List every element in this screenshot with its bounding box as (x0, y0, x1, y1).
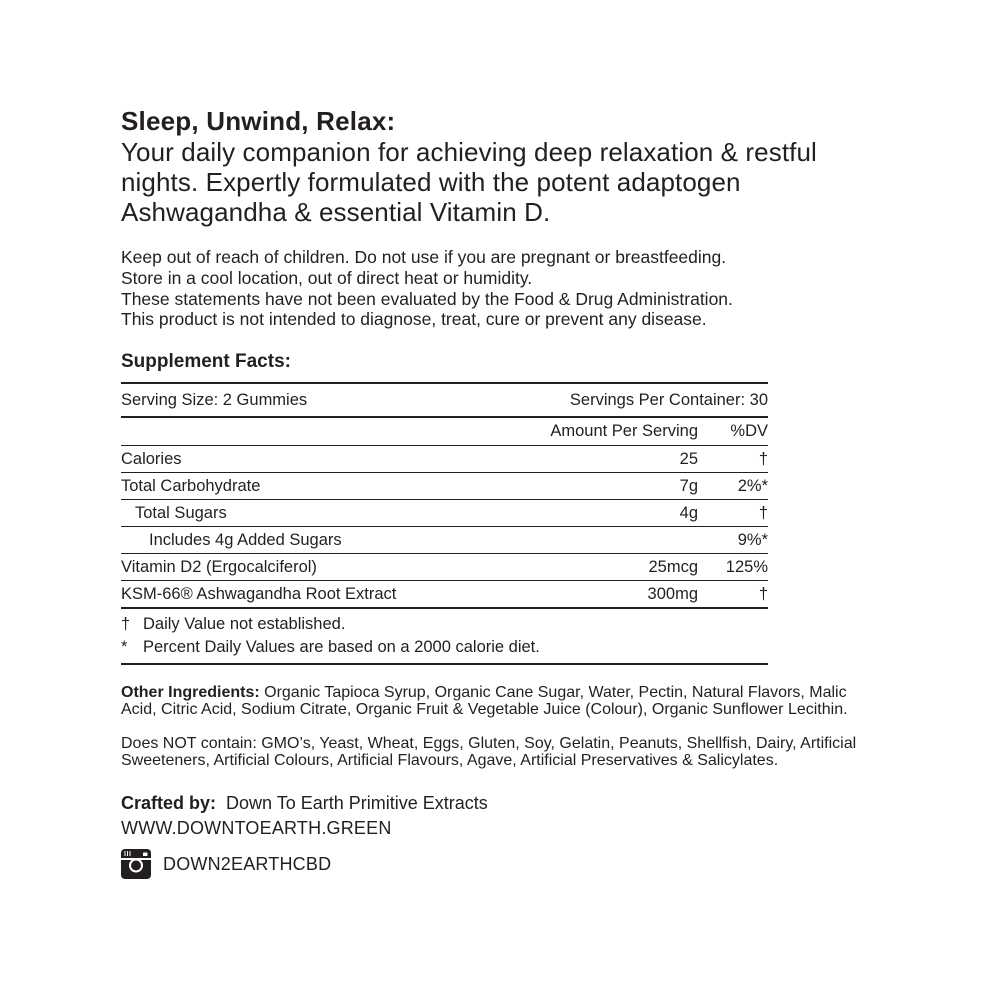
supplement-facts-title: Supplement Facts: (121, 351, 291, 373)
maker-name: Down To Earth Primitive Extracts (216, 793, 488, 814)
nutrient-dv: † (758, 503, 768, 522)
nutrient-name: Calories (121, 449, 182, 468)
servings-per-container: Servings Per Container: 30 (569, 390, 768, 409)
warning-line: Keep out of reach of children. Do not use if you are pregnant or breastfeeding. (121, 247, 727, 267)
headline: Sleep, Unwind, Relax: (121, 106, 396, 136)
nutrient-amount: 300mg (647, 584, 698, 603)
ingredients-label: Other Ingredients: (121, 684, 260, 702)
label-content (121, 106, 901, 879)
footnote (121, 636, 768, 659)
table-row (121, 500, 768, 526)
nutrient-dv: 125% (725, 557, 768, 576)
nutrient-name: Total Carbohydrate (121, 476, 261, 495)
table-row (121, 554, 768, 580)
serving-row (121, 384, 768, 416)
nutrient-name: Includes 4g Added Sugars (149, 530, 342, 549)
warnings (121, 247, 901, 330)
nutrient-name: KSM-66® Ashwagandha Root Extract (121, 584, 397, 603)
dv-column-header: %DV (730, 422, 768, 441)
nutrient-dv: 2%* (737, 476, 768, 495)
footnote (121, 613, 768, 636)
crafted-label: Crafted by: (121, 793, 217, 814)
footnote-symbol: † (121, 615, 131, 634)
divider (121, 663, 768, 665)
ingredients-text: Organic Tapioca Syrup, Organic Cane Sugar, Water, Pectin, Natural Flavors, Malic Acid, Citric Acid, Sodium Citrate, Organic Fruit & Vegetable Juice (Colour), Organic Sunflower Lecithin. (121, 684, 848, 718)
amount-column-header: Amount Per Serving (550, 422, 698, 441)
footnote-symbol: * (121, 638, 128, 657)
nutrient-dv: 9%* (737, 530, 768, 549)
warning-line: Store in a cool location, out of direct heat or humidity. (121, 267, 533, 288)
nutrient-name: Vitamin D2 (Ergocalciferol) (121, 557, 317, 576)
nutrient-dv: † (758, 449, 768, 468)
nutrient-amount: 25 (679, 449, 698, 468)
warning-line: This product is not intended to diagnose, treat, cure or prevent any disease. (121, 309, 707, 330)
table-row (121, 446, 768, 472)
tagline: Your daily companion for achieving deep relaxation & restful nights. Expertly formulated with the potent adaptogen Ashwagandha & essential Vitamin D. (121, 137, 817, 227)
supplement-facts-table (121, 382, 768, 609)
column-header-row (121, 418, 768, 445)
crafted-by (121, 791, 901, 816)
table-row (121, 473, 768, 499)
website-link[interactable]: WWW.DOWNTOEARTH.GREEN (121, 818, 392, 839)
footnote-text: Daily Value not established. (143, 615, 346, 634)
nutrient-amount: 25mcg (648, 557, 698, 576)
footnotes (121, 613, 768, 659)
table-row (121, 527, 768, 553)
table-row (121, 581, 768, 607)
serving-size: Serving Size: 2 Gummies (121, 390, 308, 409)
divider (121, 607, 768, 609)
warning-line: These statements have not been evaluated by the Food & Drug Administration. (121, 288, 733, 309)
instagram-handle[interactable]: DOWN2EARTHCBD (163, 853, 332, 874)
nutrient-dv: † (758, 584, 768, 603)
nutrient-name: Total Sugars (135, 503, 227, 522)
instagram-icon (121, 849, 151, 879)
nutrient-amount: 7g (679, 476, 698, 495)
footnote-text: Percent Daily Values are based on a 2000 calorie diet. (143, 638, 540, 657)
nutrient-amount: 4g (679, 503, 698, 522)
social-handle-row[interactable] (121, 849, 901, 879)
allergen-statement: Does NOT contain: GMO’s, Yeast, Wheat, Eggs, Gluten, Soy, Gelatin, Peanuts, Shellfish, Dairy, Artificial Sweeteners, Artificial Colours, Artificial Flavours, Agave, Artificial Preservatives & Salicylates. (121, 734, 857, 769)
other-ingredients (121, 685, 881, 719)
